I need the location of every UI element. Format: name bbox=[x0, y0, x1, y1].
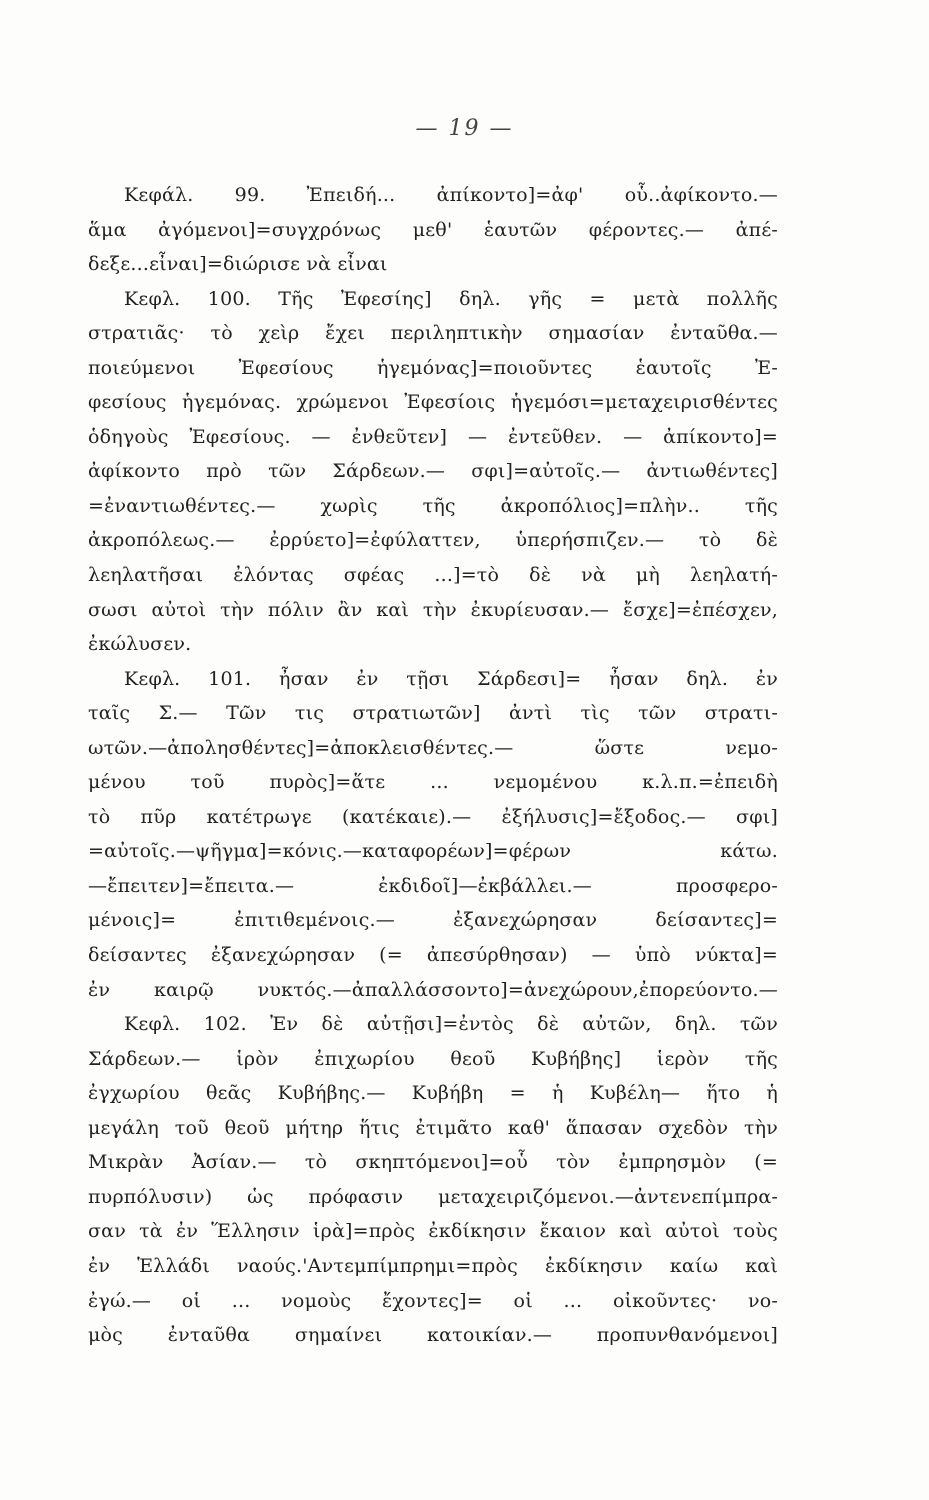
text-line: σωσι αὐτοὶ τὴν πόλιν ἂν καὶ τὴν ἐκυρίευσαν.— ἔσχε]=ἐπέσχεν, bbox=[88, 598, 778, 621]
text-line: ἀφίκοντο πρὸ τῶν Σάρδεων.— σφι]=αὐτοῖς.— ἀντιωθέντες] bbox=[88, 460, 778, 483]
text-line: —ἔπειτεν]=ἔπειτα.— ἐκδιδοῖ]—ἐκβάλλει.— προσφερο- bbox=[88, 874, 778, 897]
text-line: τὸ πῦρ κατέτρωγε (κατέκαιε).— ἐξήλυσις]=ἔξοδος.— σφι] bbox=[88, 805, 778, 828]
text-line: ποιεύμενοι Ἐφεσίους ἡγεμόνας]=ποιοῦντες ἑαυτοῖς Ἐ- bbox=[88, 356, 778, 379]
text-line: σαν τὰ ἐν Ἕλλησιν ἱρὰ]=πρὸς ἐκδίκησιν ἔκαιον καὶ αὐτοὶ τοὺς bbox=[88, 1220, 778, 1243]
text-line: στρατιᾶς· τὸ χεὶρ ἔχει περιληπτικὴν σημασίαν ἐνταῦθα.— bbox=[88, 322, 778, 345]
text-line: μένοις]= ἐπιτιθεμένοις.— ἐξανεχώρησαν δείσαντες]= bbox=[88, 909, 778, 932]
text-line: ἀκροπόλεως.— ἐρρύετο]=ἐφύλαττεν, ὑπερήσπιζεν.— τὸ δὲ bbox=[88, 529, 778, 552]
text-line: Κεφλ. 101. ἦσαν ἐν τῇσι Σάρδεσι]= ἦσαν δηλ. ἐν bbox=[124, 667, 778, 690]
text-line: φεσίους ἡγεμόνας. χρώμενοι Ἐφεσίοις ἡγεμόσι=μεταχειρισθέντες bbox=[88, 391, 778, 414]
text-line: μένου τοῦ πυρὸς]=ἅτε ... νεμομένου κ.λ.π.=ἐπειδὴ bbox=[88, 771, 778, 794]
text-line: ἐν Ἑλλάδι ναούς.'Αντεμπίμπρημι=πρὸς ἐκδίκησιν καίω καὶ bbox=[88, 1254, 778, 1277]
text-line: Κεφάλ. 99. Ἐπειδή... ἀπίκοντο]=ἀφ' οὗ..ἀφίκοντο.— bbox=[124, 184, 778, 206]
text-line: λεηλατῆσαι ἐλόντας σφέας ...]=τὸ δὲ νὰ μὴ λεηλατή- bbox=[88, 564, 778, 587]
text-line: =αὐτοῖς.—ψῆγμα]=κόνις.—καταφορέων]=φέρων κάτω. bbox=[88, 840, 778, 863]
text-line: ἐν καιρῷ νυκτός.—ἀπαλλάσσοντο]=ἀνεχώρουν,ἐπορεύοντο.— bbox=[88, 978, 778, 1001]
text-line: πυρπόλυσιν) ὡς πρόφασιν μεταχειριζόμενοι.—ἀντενεπίμπρα- bbox=[88, 1185, 778, 1208]
text-line: ταῖς Σ.— Τῶν τις στρατιωτῶν] ἀντὶ τὶς τῶν στρατι- bbox=[88, 702, 778, 725]
text-line: ἐγχωρίου θεᾶς Κυβήβης.— Κυβήβη = ἡ Κυβέλη— ἥτο ἡ bbox=[88, 1082, 778, 1105]
text-line: Μικρὰν Ἀσίαν.— τὸ σκηπτόμενοι]=οὗ τὸν ἐμπρησμὸν (= bbox=[88, 1151, 778, 1174]
text-line: μεγάλη τοῦ θεοῦ μήτηρ ἥτις ἐτιμᾶτο καθ' ἅπασαν σχεδὸν τὴν bbox=[88, 1116, 778, 1139]
text-line: =ἐναντιωθέντες.— χωρὶς τῆς ἀκροπόλιος]=πλὴν.. τῆς bbox=[88, 494, 778, 517]
text-line: ὁδηγοὺς Ἐφεσίους. — ἐνθεῦτεν] — ἐντεῦθεν. — ἀπίκοντο]= bbox=[88, 425, 778, 448]
text-line: δεξε...εἶναι]=διώρισε νὰ εἶναι bbox=[88, 253, 388, 276]
text-line: δείσαντες ἐξανεχώρησαν (= ἀπεσύρθησαν) — ὑπὸ νύκτα]= bbox=[88, 944, 778, 967]
text-line: Κεφλ. 102. Ἐν δὲ αὐτῇσι]=ἐντὸς δὲ αὐτῶν, δηλ. τῶν bbox=[124, 1013, 778, 1036]
text-line: ἐκώλυσεν. bbox=[88, 633, 192, 656]
commentary-text bbox=[88, 178, 778, 1478]
page-number: — 19 — bbox=[415, 116, 514, 141]
text-line: Σάρδεων.— ἱρὸν ἐπιχωρίου θεοῦ Κυβήβης] ἱερὸν τῆς bbox=[88, 1047, 778, 1070]
text-line: ἐγώ.— οἱ ... νομοὺς ἔχοντες]= οἱ ... οἰκοῦντες· νο- bbox=[88, 1289, 778, 1312]
text-line: Κεφλ. 100. Τῆς Ἐφεσίης] δηλ. γῆς = μετὰ πολλῆς bbox=[124, 287, 778, 310]
text-line: ωτῶν.—ἀπολησθέντες]=ἀποκλεισθέντες.— ὥστε νεμο- bbox=[88, 736, 778, 759]
text-line: ἅμα ἀγόμενοι]=συγχρόνως μεθ' ἑαυτῶν φέροντες.— ἀπέ- bbox=[88, 218, 778, 241]
text-line: μὸς ἐνταῦθα σημαίνει κατοικίαν.— προπυνθανόμενοι] bbox=[88, 1324, 778, 1347]
